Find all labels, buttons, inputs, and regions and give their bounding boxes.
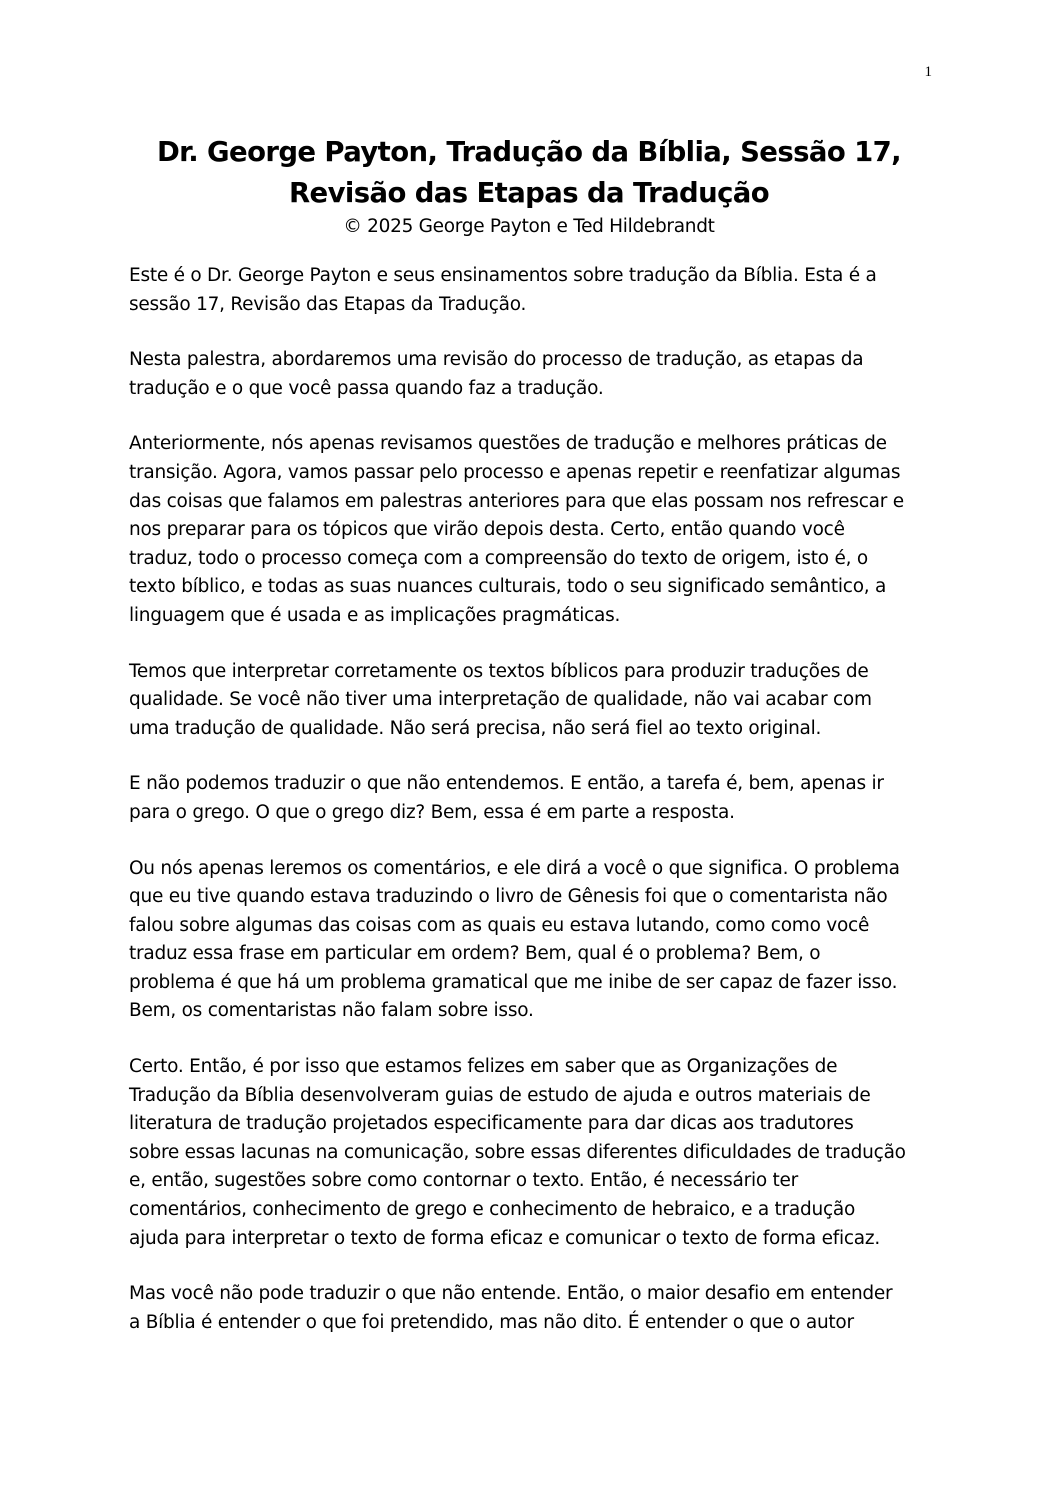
page-number: 1	[924, 64, 932, 80]
document-body	[129, 132, 929, 1364]
paragraph: Nesta palestra, abordaremos uma revisão do processo de tradução, as etapas da tradução e o que você passa quando faz a tradução.	[129, 349, 864, 399]
paragraph: Temos que interpretar corretamente os textos bíblicos para produzir traduções de qualidade. Se você não tiver uma interpretação de qualidade, não vai acabar com uma tradução de qualidade. Não será precisa, não será fiel ao texto original.	[129, 660, 872, 739]
paragraph: Ou nós apenas leremos os comentários, e ele dirá a você o que significa. O problema que eu tive quando estava traduzindo o livro de Gênesis foi que o comentarista não falou sobre algumas das coisas com as quais eu estava lutando, como como você traduz essa frase em particular em ordem? Bem, qual é o problema? Bem, o problema é que há um problema gramatical que me inibe de ser capaz de fazer isso. Bem, os comentaristas não falam sobre isso.	[129, 857, 900, 1022]
title-line-1: Dr. George Payton, Tradução da Bíblia, Sessão 17,	[156, 136, 902, 168]
copyright-notice: © 2025 George Payton e Ted Hildebrandt	[343, 216, 715, 237]
paragraph: Anteriormente, nós apenas revisamos questões de tradução e melhores práticas de transição. Agora, vamos passar pelo processo e apenas repetir e reenfatizar algumas das coisas que falamos em palestras anteriores para que elas possam nos refrescar e nos preparar para os tópicos que virão depois desta. Certo, então quando você traduz, todo o processo começa com a compreensão do texto de origem, isto é, o texto bíblico, e todas as suas nuances culturais, todo o seu significado semântico, a linguagem que é usada e as implicações pragmáticas.	[129, 433, 904, 626]
document-title	[129, 132, 929, 214]
title-line-2: Revisão das Etapas da Tradução	[288, 177, 770, 209]
paragraph: E não podemos traduzir o que não entendemos. E então, a tarefa é, bem, apenas ir para o grego. O que o grego diz? Bem, essa é em parte a resposta.	[129, 773, 884, 823]
paragraph: Mas você não pode traduzir o que não entende. Então, o maior desafio em entender a Bíblia é entender o que foi pretendido, mas não dito. É entender o que o autor	[129, 1283, 893, 1333]
paragraph: Este é o Dr. George Payton e seus ensinamentos sobre tradução da Bíblia. Esta é a sessão 17, Revisão das Etapas da Tradução.	[129, 265, 877, 315]
paragraph: Certo. Então, é por isso que estamos felizes em saber que as Organizações de Tradução da Bíblia desenvolveram guias de estudo de ajuda e outros materiais de literatura de tradução projetados especificamente para dar dicas aos tradutores sobre essas lacunas na comunicação, sobre essas diferentes dificuldades de tradução e, então, sugestões sobre como contornar o texto. Então, é necessário ter comentários, conhecimento de grego e conhecimento de hebraico, e a tradução ajuda para interpretar o texto de forma eficaz e comunicar o texto de forma eficaz.	[129, 1056, 906, 1249]
